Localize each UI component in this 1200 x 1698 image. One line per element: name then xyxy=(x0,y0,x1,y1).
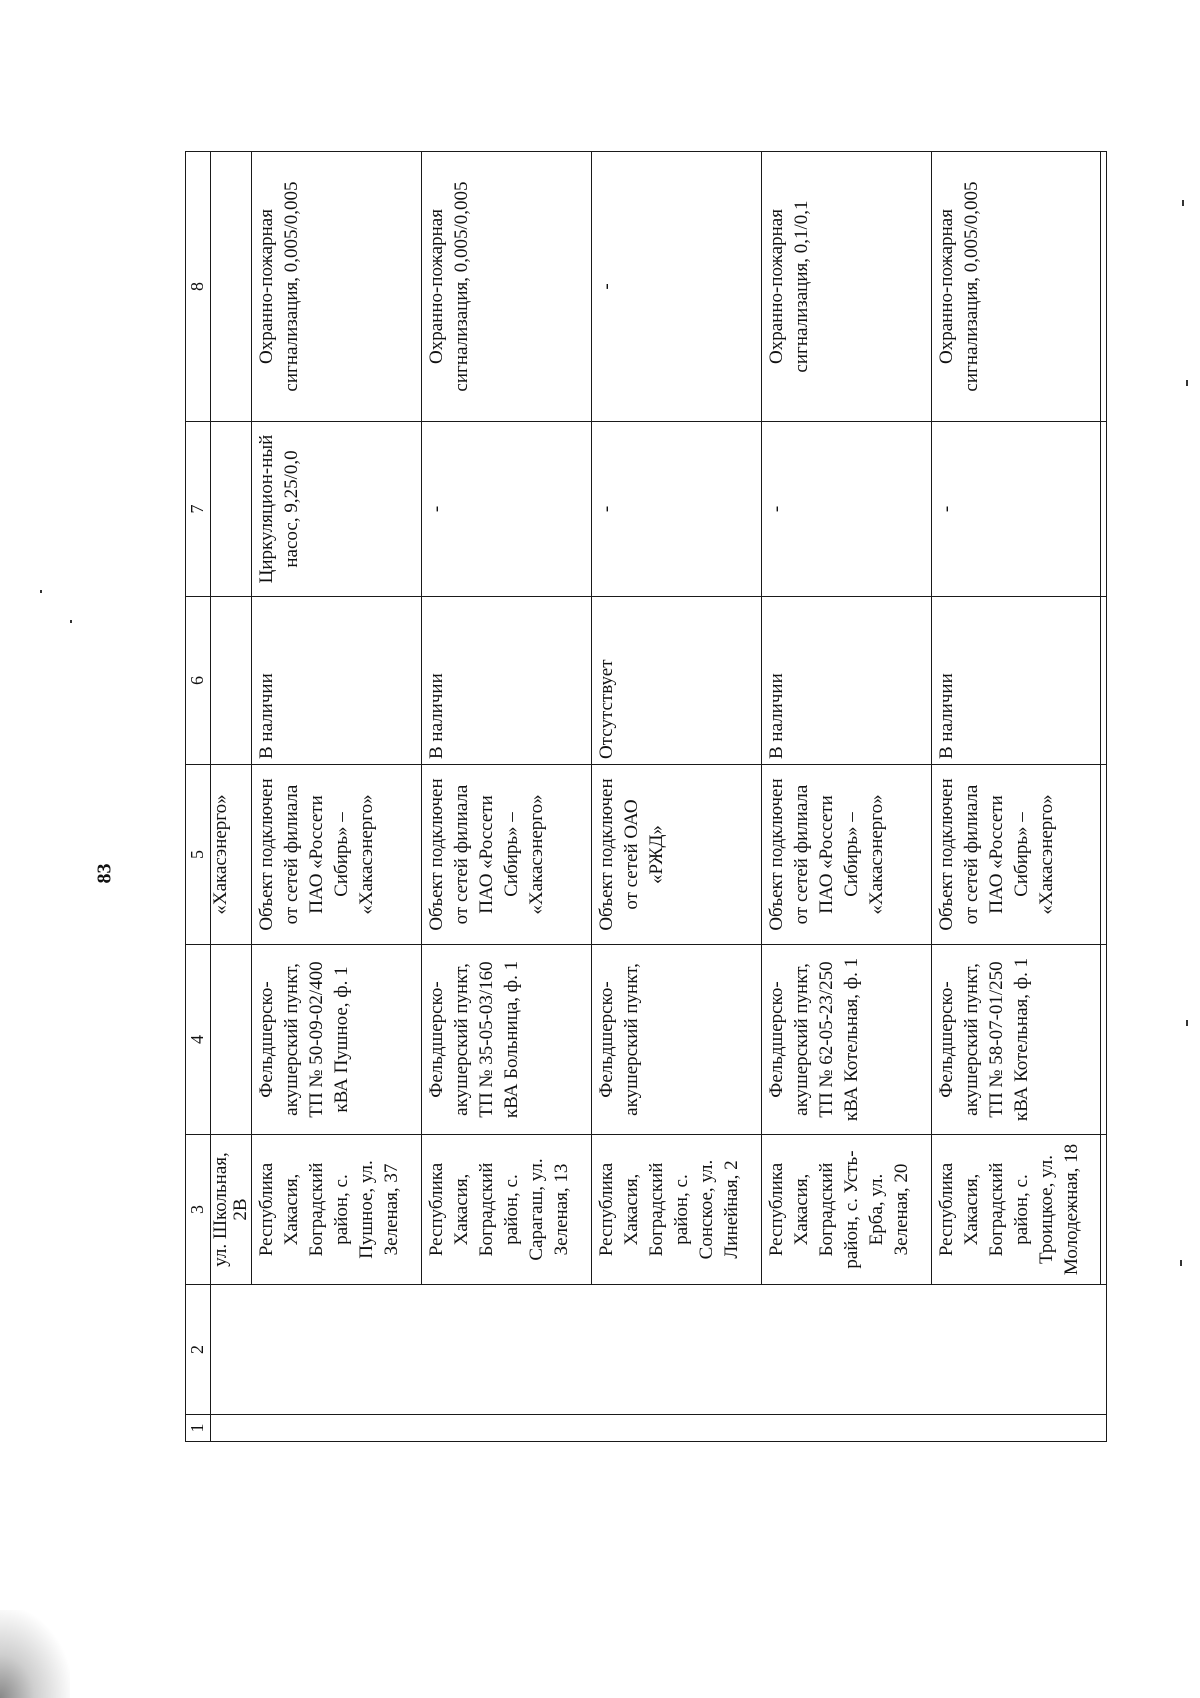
cell xyxy=(1101,152,1107,422)
cell xyxy=(211,945,252,1135)
connection-cell: «Хакасэнерго» xyxy=(211,765,252,945)
alarm-cell: - xyxy=(591,152,761,422)
scan-speck xyxy=(1186,380,1188,386)
cell xyxy=(211,422,252,597)
address-cell: Республика Хакасия, Боградский район, с. Троицкое, ул. Молодежная, 18 xyxy=(931,1135,1101,1285)
availability-cell: В наличии xyxy=(421,597,591,765)
equipment-cell: - xyxy=(761,422,931,597)
equipment-cell: - xyxy=(421,422,591,597)
address-cell: Республика Хакасия, Боградский район, с. Сарагаш, ул. Зеленая, 13 xyxy=(421,1135,591,1285)
address-cell: Республика Хакасия, Боградский район, с. Пушное, ул. Зеленая, 37 xyxy=(252,1135,422,1285)
col-header-4: 4 xyxy=(186,945,211,1135)
availability-cell: Отсутствует xyxy=(591,597,761,765)
connection-cell: Объект подключен от сетей филиала ПАО «Россети Сибирь» – «Хакасэнерго» xyxy=(761,765,931,945)
object-cell: Фельдшерско-акушерский пункт, ТП № 58-07-01/250 кВА Котельная, ф. 1 xyxy=(931,945,1101,1135)
cell xyxy=(1101,765,1107,945)
scan-speck xyxy=(1182,200,1184,206)
cell xyxy=(1101,945,1107,1135)
cell xyxy=(1101,597,1107,765)
header-row xyxy=(186,152,211,1442)
connection-cell: Объект подключен от сетей филиала ПАО «Россети Сибирь» – «Хакасэнерго» xyxy=(931,765,1101,945)
scan-speck xyxy=(40,590,42,593)
table-row xyxy=(761,152,931,1442)
page-number: 83 xyxy=(93,863,116,884)
cell xyxy=(211,1415,1107,1442)
alarm-cell: Охранно-пожарная сигнализация, 0,005/0,005 xyxy=(931,152,1101,422)
rotated-table-container xyxy=(185,152,1107,1442)
col-header-3: 3 xyxy=(186,1135,211,1285)
col-header-6: 6 xyxy=(186,597,211,765)
cell xyxy=(1101,422,1107,597)
facilities-table xyxy=(185,151,1107,1442)
equipment-cell: Циркуляцион-ный насос, 9,25/0,0 xyxy=(252,422,422,597)
object-cell: Фельдшерско-акушерский пункт, xyxy=(591,945,761,1135)
alarm-cell: Охранно-пожарная сигнализация, 0,1/0,1 xyxy=(761,152,931,422)
object-cell: Фельдшерско-акушерский пункт, ТП № 62-05-23/250 кВА Котельная, ф. 1 xyxy=(761,945,931,1135)
table-row xyxy=(252,152,422,1442)
col-header-1: 1 xyxy=(186,1415,211,1442)
col-header-5: 5 xyxy=(186,765,211,945)
table-row xyxy=(421,152,591,1442)
connection-cell: Объект подключен от сетей ОАО «РЖД» xyxy=(591,765,761,945)
address-cell: ул. Школьная, 2В xyxy=(211,1135,252,1285)
cell xyxy=(1101,1135,1107,1285)
alarm-cell: Охранно-пожарная сигнализация, 0,005/0,005 xyxy=(252,152,422,422)
alarm-cell: Охранно-пожарная сигнализация, 0,005/0,005 xyxy=(421,152,591,422)
scan-speck xyxy=(1186,1020,1188,1026)
scan-speck xyxy=(70,620,72,623)
table-row-filler xyxy=(1101,152,1107,1442)
col-header-2: 2 xyxy=(186,1285,211,1415)
availability-cell: В наличии xyxy=(252,597,422,765)
address-cell: Республика Хакасия, Боградский район, с. Усть-Ерба, ул. Зеленая, 20 xyxy=(761,1135,931,1285)
address-cell: Республика Хакасия, Боградский район, с. Сонское, ул. Линейная, 2 xyxy=(591,1135,761,1285)
equipment-cell: - xyxy=(591,422,761,597)
scan-edge-shadow xyxy=(0,1610,70,1698)
connection-cell: Объект подключен от сетей филиала ПАО «Россети Сибирь» – «Хакасэнерго» xyxy=(252,765,422,945)
scan-speck xyxy=(1180,1260,1182,1266)
availability-cell: В наличии xyxy=(931,597,1101,765)
col-header-7: 7 xyxy=(186,422,211,597)
col-header-8: 8 xyxy=(186,152,211,422)
cell xyxy=(211,1285,1107,1415)
object-cell: Фельдшерско-акушерский пункт, ТП № 35-05-03/160 кВА Больница, ф. 1 xyxy=(421,945,591,1135)
table-row xyxy=(931,152,1101,1442)
continuation-row xyxy=(211,152,252,1442)
equipment-cell: - xyxy=(931,422,1101,597)
object-cell: Фельдшерско-акушерский пункт, ТП № 50-09-02/400 кВА Пушное, ф. 1 xyxy=(252,945,422,1135)
availability-cell: В наличии xyxy=(761,597,931,765)
cell xyxy=(211,597,252,765)
cell xyxy=(211,152,252,422)
table-row xyxy=(591,152,761,1442)
connection-cell: Объект подключен от сетей филиала ПАО «Россети Сибирь» – «Хакасэнерго» xyxy=(421,765,591,945)
